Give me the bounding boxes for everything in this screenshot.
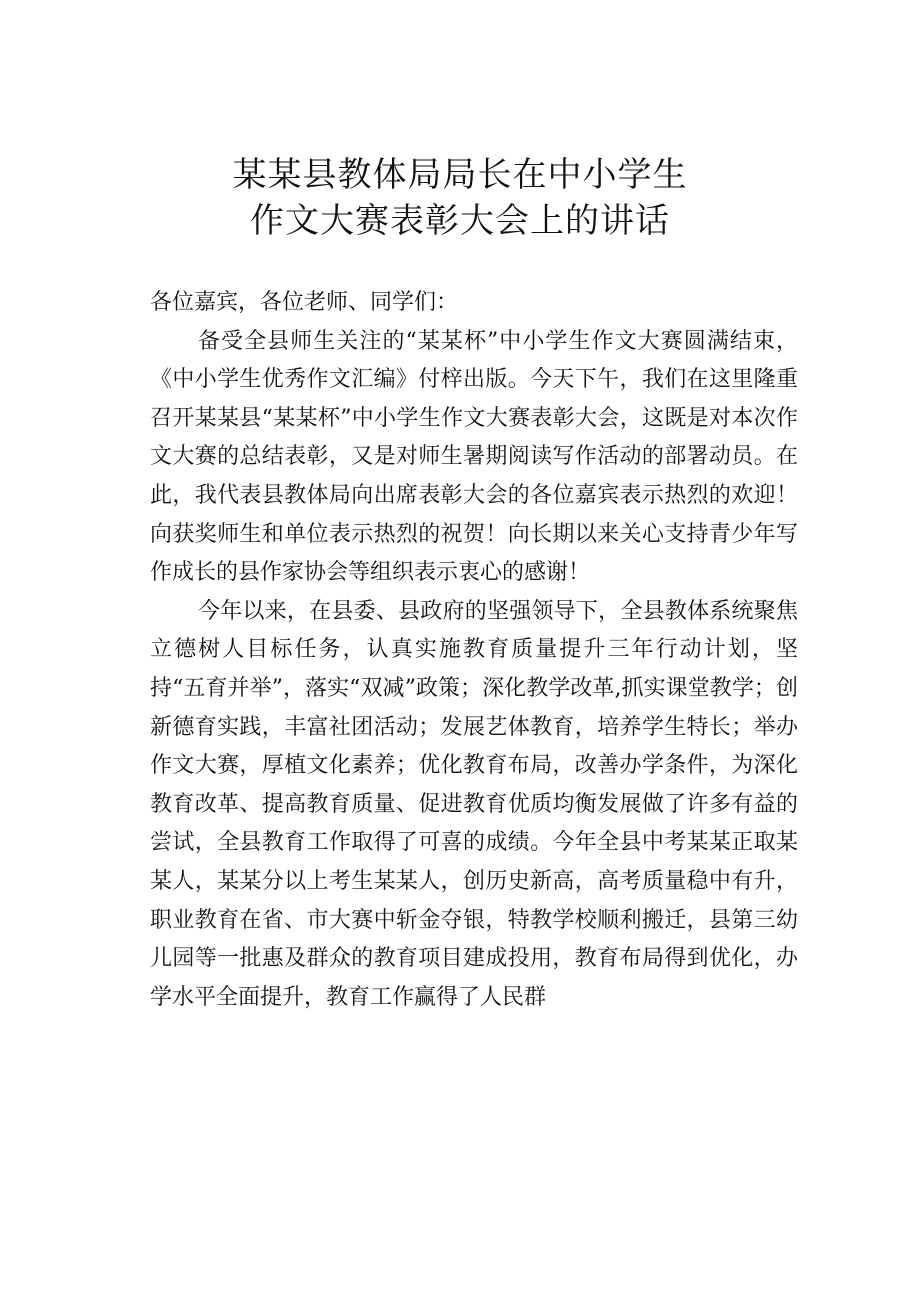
paragraph-2: 今年以来，在县委、县政府的坚强领导下，全县教体系统聚焦立德树人目标任务，认真实施教育质量提升三年行动计划，坚持“五育并举”，落实“双减”政策；深化教学改革,抓实课堂教学；创新德育实践，丰富社团活动；发展艺体教育，培养学生特长；举办作文大赛，厚植文化素养；优化教育布局，改善办学条件，为深化教育改革、提高教育质量、促进教育优质均衡发展做了许多有益的尝试，全县教育工作取得了可喜的成绩。今年全县中考某某正取某某人，某某分以上考生某某人，创历史新高，高考质量稳中有升，职业教育在省、市大赛中斩金夺银，特教学校顺利搬迁，县第三幼儿园等一批惠及群众的教育项目建成投用，教育布局得到优化，办学水平全面提升，教育工作赢得了人民群: [150, 598, 798, 1010]
salutation: 各位嘉宾，各位老师、同学们：: [150, 290, 459, 315]
title-line-2: 作文大赛表彰大会上的讲话: [250, 201, 670, 241]
document-body: [150, 284, 798, 1017]
title-line-1: 某某县教体局局长在中小学生: [232, 155, 688, 195]
paragraph-1: 备受全县师生关注的“某某杯”中小学生作文大赛圆满结束，《中小学生优秀作文汇编》付梓出版。今天下午，我们在这里隆重召开某某县“某某杯”中小学生作文大赛表彰大会，这既是对本次作文大赛的总结表彰，又是对师生暑期阅读写作活动的部署动员。在此，我代表县教体局向出席表彰大会的各位嘉宾表示热烈的欢迎！向获奖师生和单位表示热烈的祝贺！向长期以来关心支持青少年写作成长的县作家协会等组织表示衷心的感谢！: [150, 328, 798, 586]
document-title: [0, 152, 920, 244]
